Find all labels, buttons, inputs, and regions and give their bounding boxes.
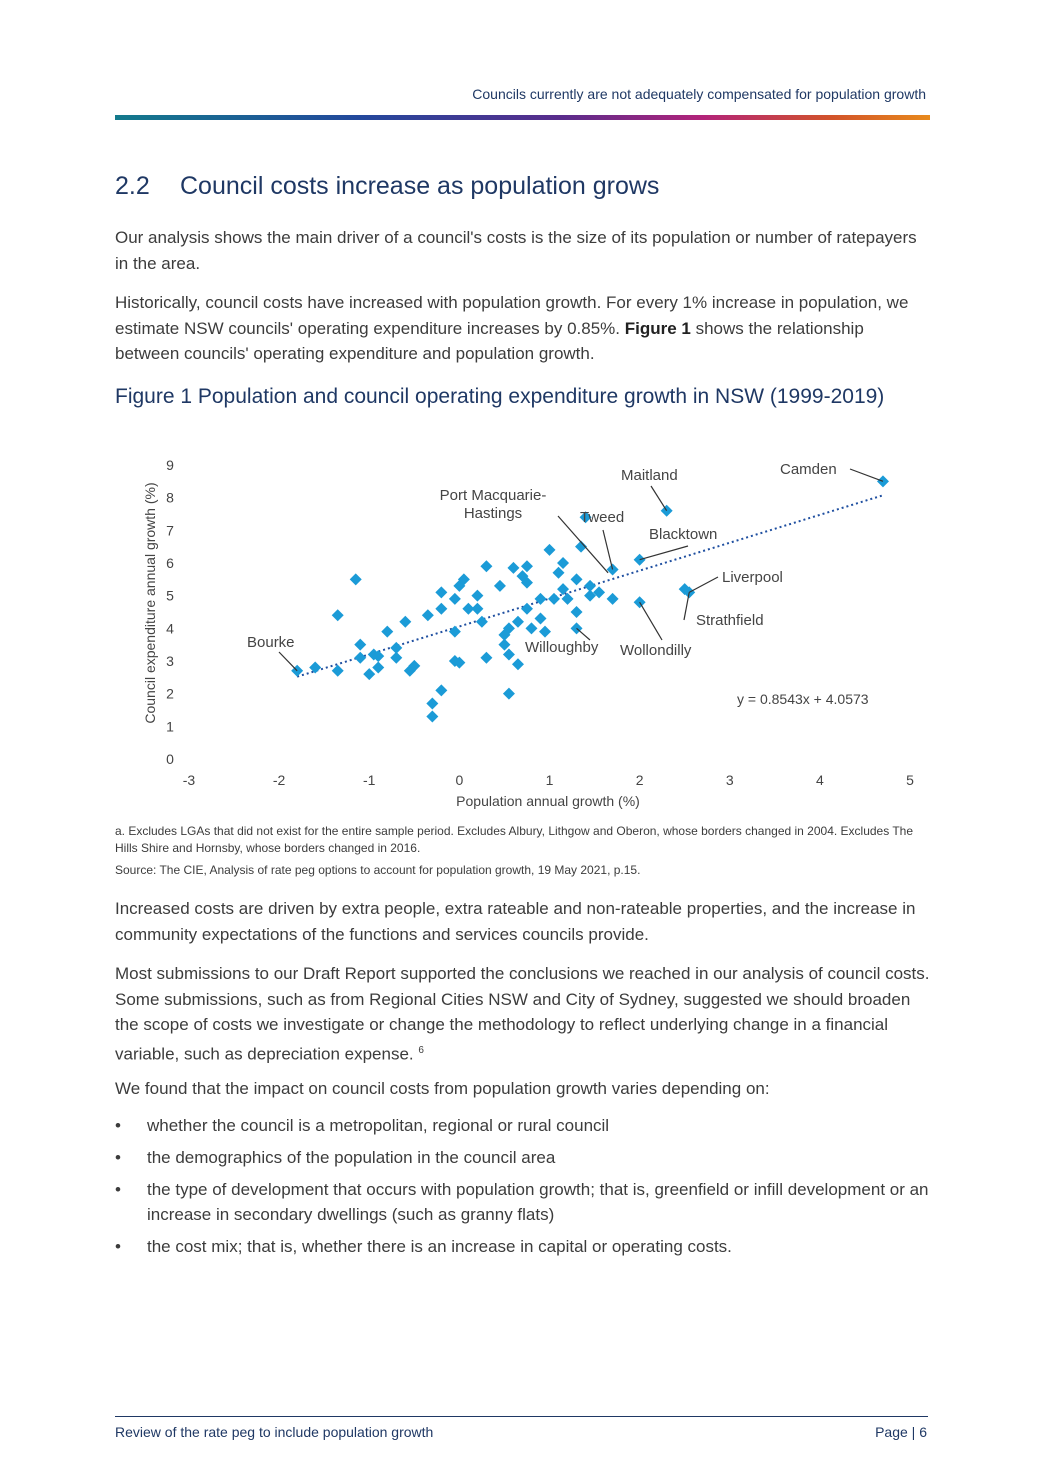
paragraph-cost-drivers: Increased costs are driven by extra people, extra rateable and non-rateable properties, and the increase in community expectations of the functions and services councils provide. (115, 899, 916, 944)
running-header: Councils currently are not adequately compensated for population growth (472, 86, 926, 102)
data-point (544, 544, 556, 556)
data-point (539, 626, 551, 638)
bullet-icon: • (115, 1116, 121, 1135)
bullet-icon: • (115, 1180, 121, 1199)
x-tick-label: -3 (182, 772, 196, 788)
data-point (309, 662, 321, 674)
data-point (480, 652, 492, 664)
data-point (354, 652, 366, 664)
footer-document-title: Review of the rate peg to include population growth (115, 1424, 434, 1440)
scatter-chart (0, 440, 1041, 820)
trendline-equation: y = 0.8543x + 4.0573 (737, 691, 869, 707)
data-point (426, 711, 438, 723)
annotation-label: Maitland (621, 467, 678, 484)
annotation-leader-line (603, 530, 613, 570)
section-number: 2.2 (115, 172, 150, 200)
data-point (350, 573, 362, 585)
footer-page-number: Page | 6 (875, 1424, 927, 1440)
bullet-icon: • (115, 1148, 121, 1167)
data-point (422, 609, 434, 621)
annotation-label: Wollondilly (620, 642, 692, 659)
section-title: Council costs increase as population grows (180, 172, 660, 200)
annotation-leader-line (651, 486, 667, 511)
data-point (471, 590, 483, 602)
list-item-text: the demographics of the population in the council area (147, 1148, 556, 1167)
data-point (381, 626, 393, 638)
x-tick-labels (183, 772, 914, 788)
data-point (548, 593, 560, 605)
data-point (534, 613, 546, 625)
y-tick-label: 9 (166, 457, 174, 473)
data-point (571, 606, 583, 618)
x-tick-label: -1 (363, 772, 376, 788)
annotation-label: Liverpool (722, 569, 783, 586)
y-tick-label: 3 (166, 653, 174, 669)
figure-notes: a. Excludes LGAs that did not exist for the entire sample period. Excludes Albury, Lithgow and Oberon, whose borders changed in 2004. Excludes The Hills Shire and Hornsby, whose borders changed in 2016. (115, 824, 914, 855)
annotation-label: Willoughby (525, 639, 599, 656)
x-tick-label: 5 (906, 772, 914, 788)
data-point (525, 622, 537, 634)
list-item-text: whether the council is a metropolitan, regional or rural council (147, 1116, 610, 1135)
y-tick-label: 4 (166, 620, 174, 637)
y-axis-label: Council expenditure annual growth (%) (142, 482, 158, 724)
paragraph-text: Most submissions to our Draft Report supported the conclusions we reached in our analysis of council costs. Some submissions, such as from Regional Cities NSW and City of Sydney, suggested we should broaden the scope of costs we investigate or change the methodology to reflect underlying change in a financial variable, such as depreciation expense. (115, 964, 930, 1064)
annotation-label: Camden (780, 461, 837, 478)
x-axis-label: Population annual growth (%) (456, 793, 640, 809)
y-tick-label: 2 (166, 685, 174, 702)
data-point (363, 668, 375, 680)
annotation-leader-line (279, 652, 297, 671)
data-point (634, 554, 646, 566)
annotation-label: Blacktown (649, 526, 718, 543)
data-point (449, 626, 461, 638)
data-point (435, 603, 447, 615)
list-item (115, 1145, 930, 1170)
x-tick-label: 4 (815, 772, 824, 788)
y-tick-label: 6 (166, 555, 174, 571)
annotation-leader-line (684, 592, 689, 620)
x-tick-label: 3 (725, 772, 734, 788)
data-point (435, 684, 447, 696)
y-tick-label: 8 (166, 489, 174, 506)
data-point (354, 639, 366, 651)
data-point (390, 642, 402, 654)
x-tick-label: -2 (272, 772, 286, 788)
y-tick-labels (166, 457, 174, 767)
list-item-text: the cost mix; that is, whether there is an increase in capital or operating costs. (147, 1237, 732, 1256)
y-tick-label: 5 (166, 587, 174, 604)
annotation-label: Strathfield (696, 612, 764, 629)
impact-factor-list (115, 1113, 930, 1266)
figure-reference[interactable]: Figure 1 (624, 318, 691, 338)
data-point (332, 665, 344, 677)
data-point (494, 580, 506, 592)
section-heading (115, 172, 659, 201)
data-point (435, 586, 447, 598)
data-point (480, 560, 492, 572)
data-point (503, 688, 515, 700)
list-item (115, 1234, 930, 1259)
figure-source: Source: The CIE, Analysis of rate peg options to account for population growth, 19 May 2021, p.15. (115, 863, 641, 877)
list-item (115, 1113, 930, 1138)
data-point (877, 475, 889, 487)
data-point (372, 662, 384, 674)
y-tick-label: 1 (166, 718, 174, 735)
data-point (471, 603, 483, 615)
paragraph-historical-costs (115, 290, 930, 367)
data-point (512, 658, 524, 670)
data-point (507, 562, 519, 574)
bullet-icon: • (115, 1237, 121, 1256)
paragraph-submissions (115, 961, 930, 1067)
data-point (661, 505, 673, 517)
y-tick-label: 7 (166, 522, 174, 539)
data-point (512, 616, 524, 628)
figure-title: Figure 1 Population and council operating expenditure growth in NSW (1999-2019) (115, 385, 885, 408)
data-point (571, 573, 583, 585)
data-point (521, 603, 533, 615)
data-point (426, 697, 438, 709)
data-point (607, 593, 619, 605)
x-tick-label: 0 (455, 772, 464, 788)
annotation-label: Bourke (247, 634, 295, 651)
data-point (449, 593, 461, 605)
annotation-label (440, 487, 547, 522)
paragraph-impact-intro: We found that the impact on council costs from population growth varies depending on: (115, 1079, 770, 1098)
paragraph-main-driver: Our analysis shows the main driver of a council's costs is the size of its population or number of ratepayers in the area. (115, 228, 917, 273)
annotation-leader-line (850, 469, 883, 481)
x-tick-label: 2 (635, 772, 644, 788)
x-tick-label: 1 (545, 772, 554, 788)
annotation-label: Tweed (580, 509, 625, 526)
data-point (476, 616, 488, 628)
data-point (399, 616, 411, 628)
annotation-leader-line (640, 602, 662, 640)
data-point (332, 609, 344, 621)
paragraph-text: Historically, council costs have increased with population growth. For every 1% increase in population, we estimate NSW councils' operating expenditure increases by 0.85%. (115, 293, 909, 338)
annotation-leader-line (689, 577, 718, 592)
annotation-label-line: Hastings (463, 505, 523, 522)
footnote-marker[interactable]: 6 (418, 1044, 424, 1056)
list-item-text: the type of development that occurs with population growth; that is, greenfield or infill development or an increase in secondary dwellings (such as granny flats) (147, 1180, 929, 1224)
y-tick-label: 0 (166, 751, 174, 767)
list-item (115, 1177, 930, 1227)
paragraph-text: shows the relationship between councils' operating expenditure and population growth. (115, 318, 864, 363)
footer-rule (115, 1416, 928, 1417)
annotation-label-line: Port Macquarie- (439, 487, 547, 504)
header-gradient-rule (115, 115, 930, 120)
